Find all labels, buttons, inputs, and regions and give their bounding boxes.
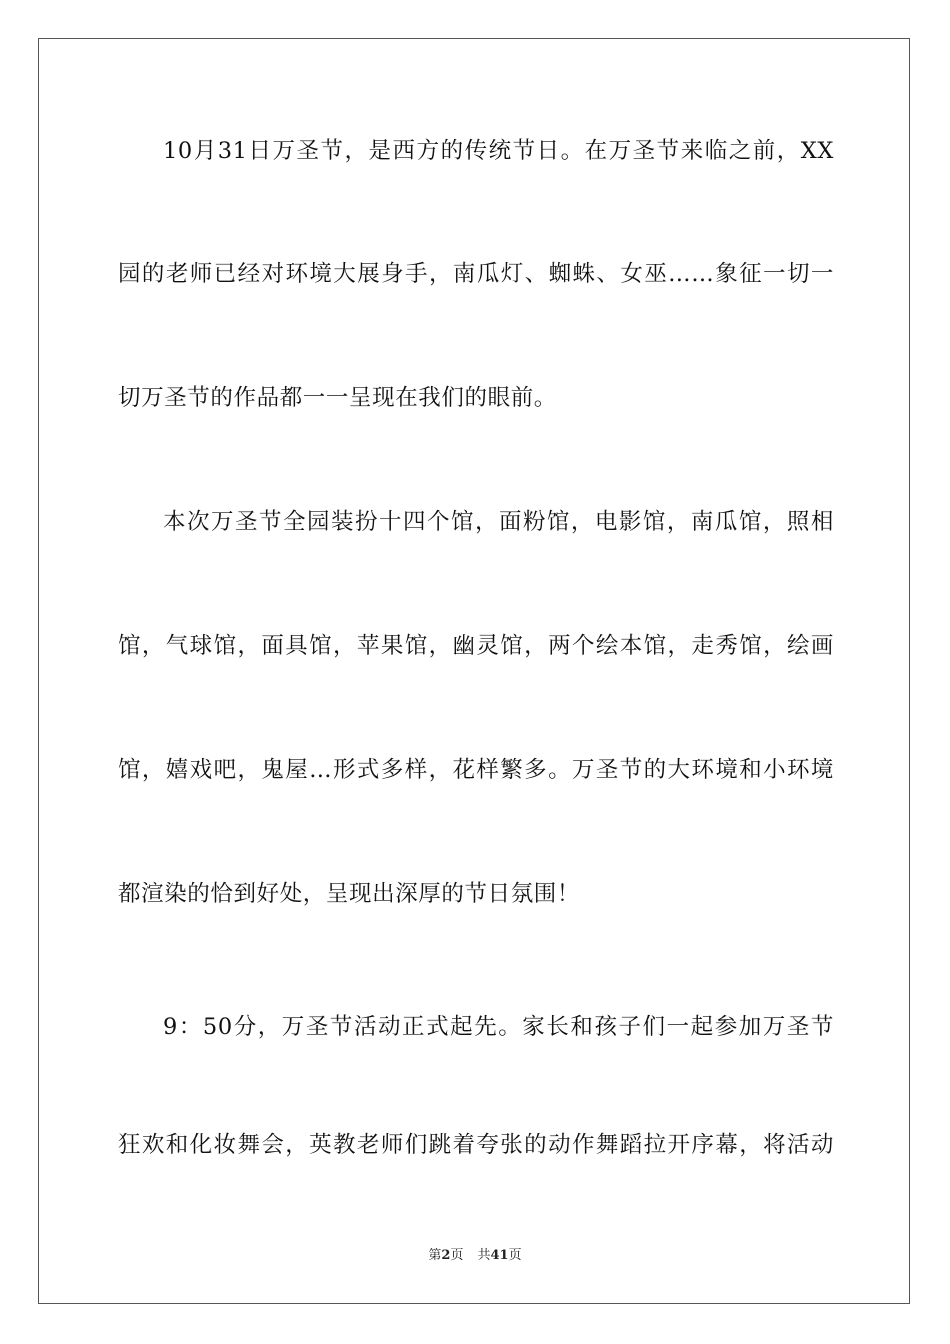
page-prefix: 第 [428,1248,442,1263]
page-suffix: 页 [450,1248,464,1263]
text-line: 10月31日万圣节，是西方的传统节日。在万圣节来临之前，XX [163,138,834,164]
text-line: 9：50分，万圣节活动正式起先。家长和孩子们一起参加万圣节 [163,1014,834,1040]
page-footer [0,1247,950,1265]
text-line: 园的老师已经对环境大展身手，南瓜灯、蜘蛛、女巫……象征一切一 [118,261,834,287]
total-prefix: 共 [477,1248,491,1263]
text-line: 切万圣节的作品都一一呈现在我们的眼前。 [118,385,557,411]
page-border [38,38,910,1304]
text-line: 本次万圣节全园装扮十四个馆，面粉馆，电影馆，南瓜馆，照相 [163,509,834,535]
text-line: 馆，气球馆，面具馆，苹果馆，幽灵馆，两个绘本馆，走秀馆，绘画 [118,633,834,659]
text-line: 馆，嬉戏吧，鬼屋…形式多样，花样繁多。万圣节的大环境和小环境 [118,757,834,783]
text-line: 都渲染的恰到好处，呈现出深厚的节日氛围！ [118,881,581,907]
page-number: 2 [441,1248,451,1263]
total-pages: 41 [490,1248,509,1263]
total-suffix: 页 [508,1248,522,1263]
text-line: 狂欢和化妆舞会，英教老师们跳着夸张的动作舞蹈拉开序幕，将活动 [118,1132,834,1158]
